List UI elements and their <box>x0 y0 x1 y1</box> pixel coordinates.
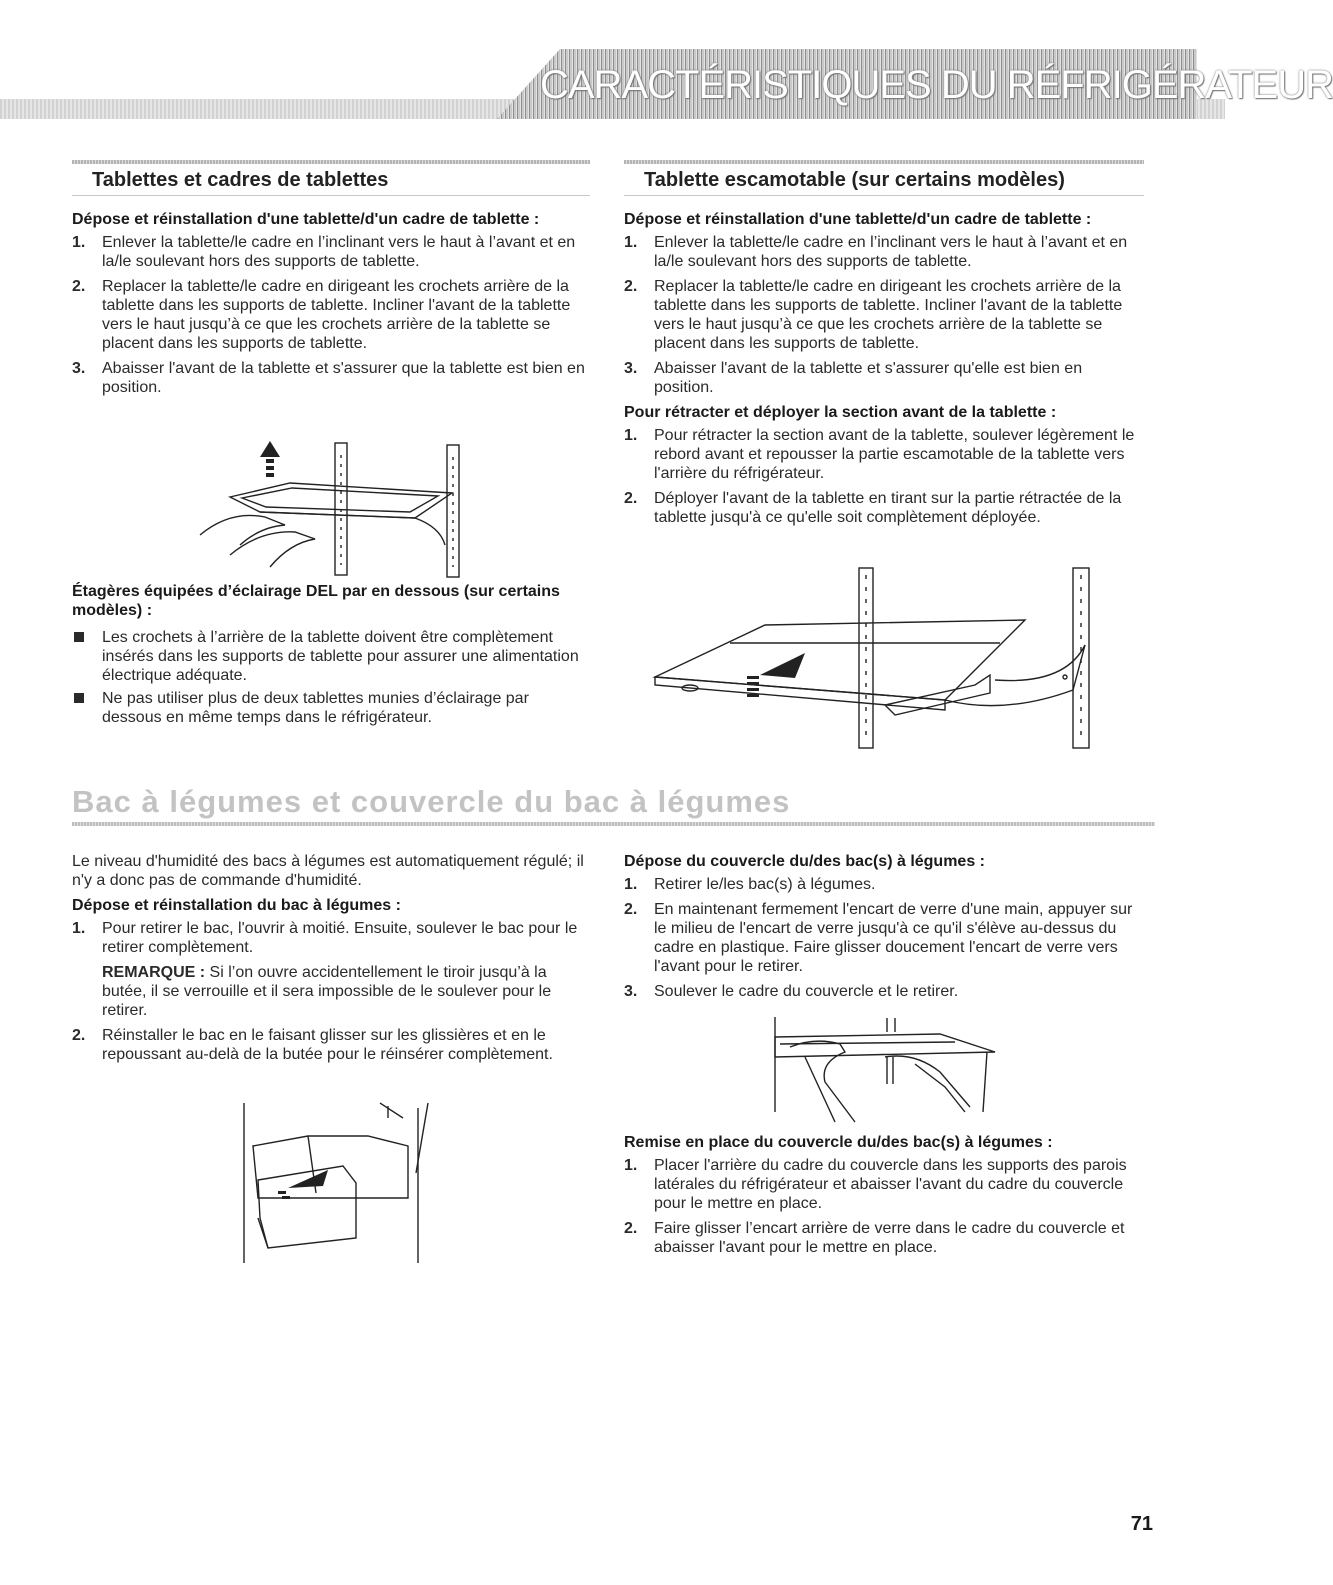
section-heading-retractable-shelf <box>624 160 1144 196</box>
list-item: 2. Replacer la tablette/le cadre en dirigeant les crochets arrière de la tablette dans les supports de tablette. Incliner l'avant de la tablette vers le haut jusqu’à ce que les crochets arrière de la tablette se placent dans les supports de tablette. <box>72 278 571 352</box>
list-item: 1. Placer l'arrière du cadre du couvercle dans les supports des parois latérales du réfrigérateur et abaisser l'avant du cadre du couvercle pour le mettre en place. <box>624 1157 1127 1212</box>
cover-replacement-subheading: Remise en place du couvercle du/des bac(s) à légumes : <box>624 1134 1053 1151</box>
retractable-shelf-illustration <box>645 565 1110 750</box>
list-item: 2. Réinstaller le bac en le faisant glisser sur les glissières et en le repoussant au-delà de la butée pour le réinsérer complètement. <box>72 1027 553 1063</box>
crisper-bin-illustration <box>238 1098 438 1268</box>
crisper-cover-illustration <box>765 1012 1000 1124</box>
list-item: 1. Enlever la tablette/le cadre en l’inclinant vers le haut à l’avant et en la/le soulevant hors des supports de tablette. <box>624 234 1128 270</box>
list-item: 2. Faire glisser l’encart arrière de verre dans le cadre du couvercle et abaisser l'avant pour le mettre en place. <box>624 1220 1125 1256</box>
crisper-cover-instructions <box>624 852 1144 1007</box>
crisper-intro: Le niveau d'humidité des bacs à légumes est automatiquement régulé; il n'y a donc pas de commande d'humidité. <box>72 853 584 889</box>
list-item: 2. Déployer l'avant de la tablette en tirant sur la partie rétractée de la tablette jusqu'à ce qu'elle soit complètement déployée. <box>624 490 1122 526</box>
shelves-subheading: Dépose et réinstallation d'une tablette/d'un cadre de tablette : <box>72 211 540 228</box>
list-item: 1. Enlever la tablette/le cadre en l’inclinant vers le haut à l’avant et en la/le soulevant hors des supports de tablette. <box>72 234 576 270</box>
list-item: 3. Abaisser l'avant de la tablette et s'assurer que la tablette est bien en position. <box>72 360 585 396</box>
crisper-note: REMARQUE : Si l’on ouvre accidentellement le tiroir jusqu’à la butée, il se verrouille et il sera impossible de le soulever pour le retirer. <box>102 964 552 1019</box>
list-item: 3. Soulever le cadre du couvercle et le retirer. <box>624 983 959 1000</box>
section-heading-retractable-text: Tablette escamotable (sur certains modèles) <box>644 169 1065 191</box>
retractable-subheading: Dépose et réinstallation d'une tablette/d'un cadre de tablette : <box>624 211 1092 228</box>
list-item: 1. Pour retirer le bac, l'ouvrir à moitié. Ensuite, soulever le bac pour le retirer complètement. REMARQUE : Si l’on ouvre accidentellement le tiroir jusqu’à la butée, il se verrouille et il sera impossible de le soulever pour le retirer. <box>72 919 588 1020</box>
section-heading-shelves <box>72 160 590 196</box>
list-item: 1. Retirer le/les bac(s) à légumes. <box>624 876 876 893</box>
list-item: Ne pas utiliser plus de deux tablettes munies d’éclairage par dessous en même temps dans le réfrigérateur. <box>72 689 588 727</box>
bullet-icon <box>74 632 84 642</box>
led-subheading: Étagères équipées d’éclairage DEL par en dessous (sur certains modèles) : <box>72 583 560 619</box>
list-item: 3. Abaisser l'avant de la tablette et s'assurer qu'elle est bien en position. <box>624 360 1083 396</box>
page-title: CARACTÉRISTIQUES DU RÉFRIGÉRATEUR <box>540 63 1333 107</box>
retractable-shelf-instructions <box>624 210 1144 533</box>
list-item: Les crochets à l’arrière de la tablette doivent être complètement insérés dans les supports de tablette pour assurer une alimentation électrique adéquate. <box>72 628 588 685</box>
crisper-section-rule <box>72 822 1155 826</box>
crisper-bin-subheading: Dépose et réinstallation du bac à légumes : <box>72 897 401 914</box>
list-item: 2. Replacer la tablette/le cadre en dirigeant les crochets arrière de la tablette dans les supports de tablette. Incliner l'avant de la tablette vers le haut jusqu’à ce que les crochets arrière de la tablette se placent dans les supports de tablette. <box>624 278 1123 352</box>
retract-subheading: Pour rétracter et déployer la section avant de la tablette : <box>624 404 1057 421</box>
crisper-bin-instructions <box>72 852 588 1070</box>
crisper-section-title: Bac à légumes et couvercle du bac à légumes <box>72 784 791 819</box>
cover-removal-subheading: Dépose du couvercle du/des bac(s) à légumes : <box>624 853 985 870</box>
list-item: 1. Pour rétracter la section avant de la tablette, soulever légèrement le rebord avant et repousser la partie escamotable de la tablette vers l'arrière du réfrigérateur. <box>624 427 1135 482</box>
shelves-instructions <box>72 210 588 403</box>
shelf-removal-illustration <box>190 435 475 580</box>
page-number: 71 <box>1130 1513 1153 1535</box>
section-heading-shelves-text: Tablettes et cadres de tablettes <box>92 169 389 191</box>
list-item: 2. En maintenant fermement l'encart de verre d'une main, appuyer sur le milieu de l'encart de verre jusqu'à ce qu'il s'élève au-dessus du cadre en plastique. Faire glisser doucement l'encart de verre vers l'avant pour le retirer. <box>624 901 1133 975</box>
crisper-cover-replacement <box>624 1133 1144 1263</box>
led-shelves-notes <box>72 582 588 731</box>
bullet-icon <box>74 693 84 703</box>
